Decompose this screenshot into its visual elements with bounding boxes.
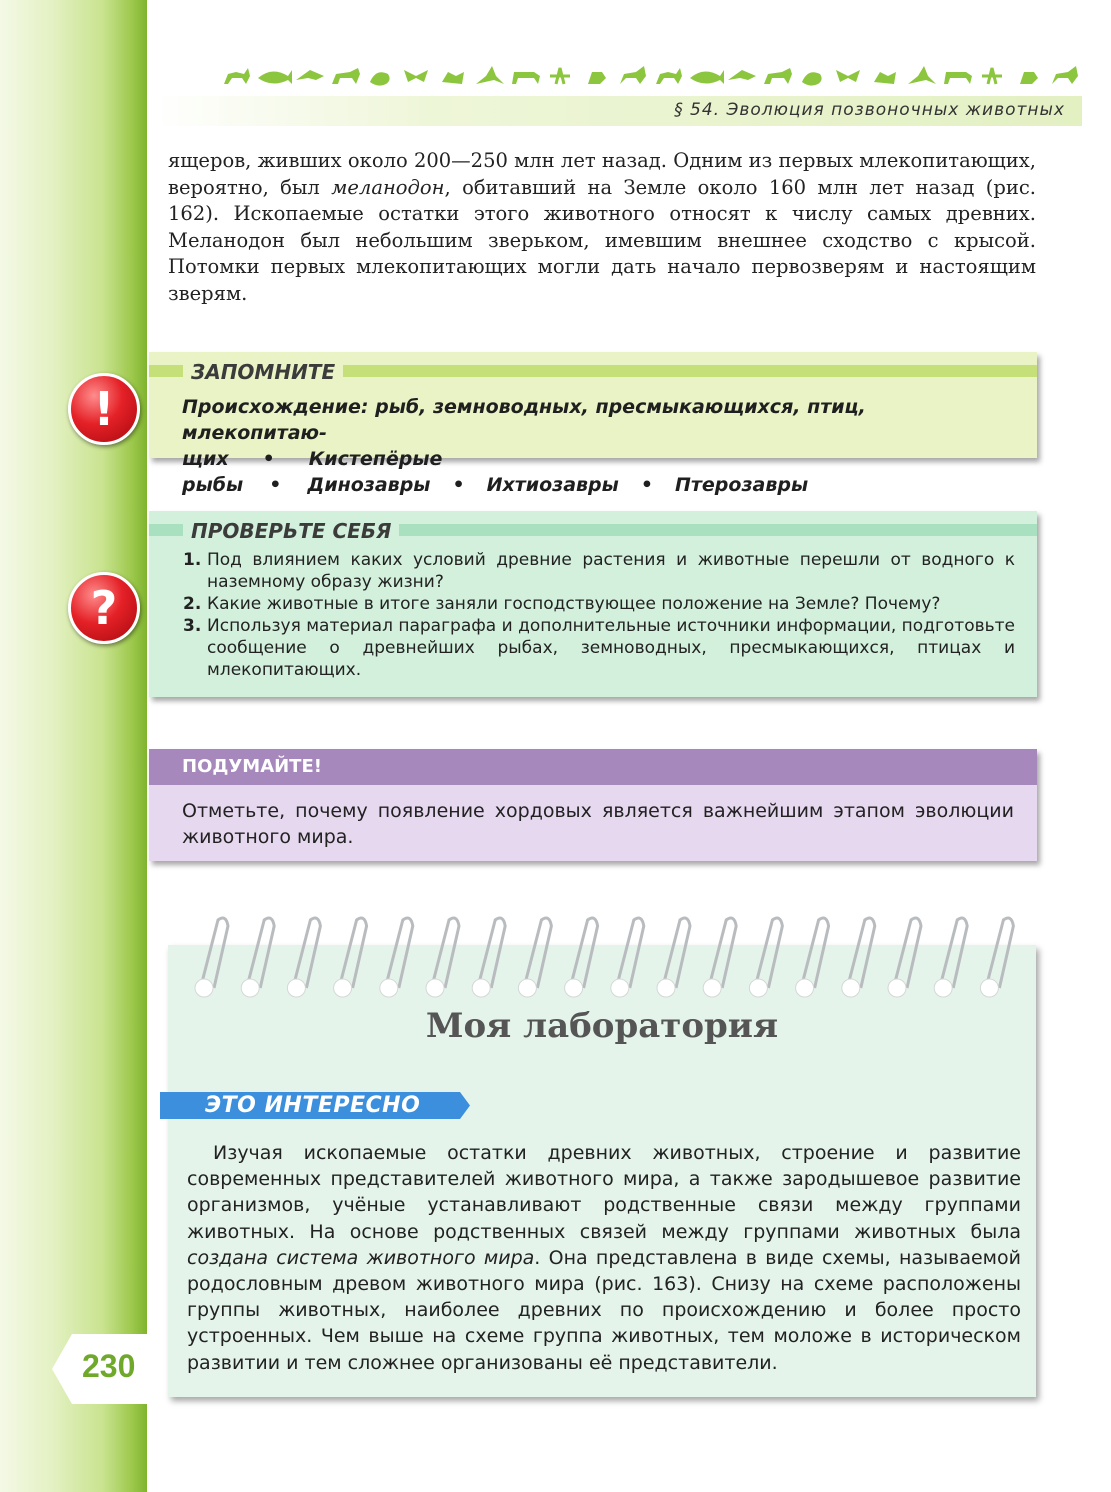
think-text: Отметьте, почему появление хордовых является важнейшим этапом эволюции животного мира. (182, 800, 1014, 848)
question-text: Используя материал параграфа и дополнительные источники информации, подготовьте сообщение о древнейших рыбах, земноводных, пресмыкающихся, птицах и млекопитающих. (207, 616, 1015, 680)
animal-silhouette (944, 72, 972, 84)
animal-silhouette (836, 70, 860, 82)
remember-term: Птерозавры (675, 474, 809, 496)
remember-bullet: • (262, 448, 275, 470)
left-margin-band (0, 0, 147, 1492)
question-number: 3. (183, 616, 202, 636)
check-title: ПРОВЕРЬТЕ СЕБЯ (183, 519, 399, 543)
animal-silhouette (656, 68, 682, 84)
question-item (183, 549, 1015, 593)
spiral-hole (287, 979, 305, 997)
main-paragraph (168, 148, 1036, 307)
remember-line1: Происхождение: рыб, земноводных, пресмыкающихся, птиц, млекопитаю- (182, 396, 866, 444)
remember-term: Динозавры (307, 474, 431, 496)
spiral-hole (934, 979, 952, 997)
remember-title: ЗАПОМНИТЕ (183, 360, 343, 384)
animal-silhouette (728, 70, 756, 80)
main-text-part1: ящеров, живших около 200—250 млн лет назад. Одним из первых млекопитающих, вероятно, был (168, 149, 1036, 199)
animal-silhouette (370, 72, 390, 85)
animal-silhouette (908, 66, 936, 84)
main-text-italic-term: меланодон (331, 175, 445, 199)
animal-silhouettes-strip (222, 60, 1084, 90)
animal-silhouette (296, 70, 324, 80)
question-text: Какие животные в итоге заняли господствующее положение на Земле? Почему? (207, 594, 941, 614)
animal-silhouette (258, 70, 292, 84)
question-number: 1. (183, 550, 202, 570)
question-item (183, 615, 1015, 681)
animal-silhouette (1020, 72, 1038, 84)
spiral-hole (426, 979, 444, 997)
lab-title: Моя лаборатория (425, 1006, 779, 1046)
remember-box (149, 352, 1037, 496)
animal-silhouette (1052, 66, 1078, 84)
animal-silhouette (982, 68, 1002, 84)
animal-silhouette (476, 66, 504, 84)
section-title: § 54. Эволюция позвоночных животных (674, 100, 1065, 120)
animal-silhouette (588, 72, 606, 84)
lab-text-part2: . Она представлена в виде схемы, называемой родословным древом животного мира (рис. 163). Снизу на схеме расположены группы животных, наиболее древних по происхождению и более просто устроенных. Чем выше на схеме группа животных, тем моложе в историческом развитии и тем сложнее организованы её представители. (187, 1246, 1021, 1374)
animal-silhouette (332, 68, 360, 84)
spiral-hole (749, 979, 767, 997)
spiral-hole (380, 979, 398, 997)
animal-silhouette (690, 70, 724, 84)
lab-text-italic: создана система животного мира (187, 1246, 535, 1269)
remember-line2 (182, 448, 808, 496)
remember-bullet: • (452, 474, 465, 496)
animal-silhouette (802, 72, 822, 85)
remember-term: Ихтиозавры (486, 474, 619, 496)
spiral-hole (518, 979, 536, 997)
animal-silhouette (442, 72, 464, 84)
spiral-hole (796, 979, 814, 997)
animal-silhouette (550, 68, 570, 84)
spiral-hole (472, 979, 490, 997)
remember-bullet: • (640, 474, 653, 496)
page-number: 230 (82, 1348, 136, 1384)
question-icon: ? (68, 572, 140, 644)
think-title: ПОДУМАЙТЕ! (182, 756, 322, 777)
animal-silhouette (224, 68, 250, 84)
remember-term: Кистепёрые рыбы (182, 448, 443, 496)
check-yourself-box (149, 511, 1037, 697)
interesting-tag-label: ЭТО ИНТЕРЕСНО (205, 1093, 421, 1118)
spiral-hole (980, 979, 998, 997)
spiral-hole (611, 979, 629, 997)
question-item (183, 593, 1015, 615)
remember-bullet: • (269, 474, 282, 496)
lab-text (187, 1140, 1021, 1376)
notebook-spiral-rings (180, 912, 1040, 1002)
spiral-hole (565, 979, 583, 997)
spiral-hole (334, 979, 352, 997)
animal-silhouette (764, 68, 792, 84)
animal-silhouette (404, 70, 428, 82)
animal-silhouette (874, 72, 896, 84)
spiral-hole (888, 979, 906, 997)
animal-silhouette (620, 66, 646, 84)
question-list (183, 549, 1015, 681)
question-text: Под влиянием каких условий древние растения и животные перешли от водного к наземному образу жизни? (207, 550, 1015, 592)
exclamation-icon: ! (68, 373, 140, 445)
remember-term: щих (182, 448, 229, 470)
spiral-hole (195, 979, 213, 997)
remember-text (182, 394, 1007, 498)
lab-text-part1: Изучая ископаемые остатки древних животных, строение и развитие современных представителей животного мира, а также зародышевое развитие организмов, учёные устанавливают родственные связи между группами животных. На основе родственных связей между группами животных была (187, 1142, 1021, 1243)
spiral-hole (842, 979, 860, 997)
think-box (149, 749, 1037, 861)
spiral-hole (703, 979, 721, 997)
spiral-hole (657, 979, 675, 997)
main-text-part2: , обитавший на Земле около 160 млн лет назад (рис. 162). Ископаемые остатки этого животного относят к числу самых древних. Меланодон был небольшим зверьком, имевшим внешнее сходство с крысой. Потомки первых млекопитающих могли дать начало первозверям и настоящим зверям. (168, 175, 1036, 305)
spiral-hole (241, 979, 259, 997)
animal-silhouette (512, 72, 540, 84)
question-number: 2. (183, 594, 202, 614)
